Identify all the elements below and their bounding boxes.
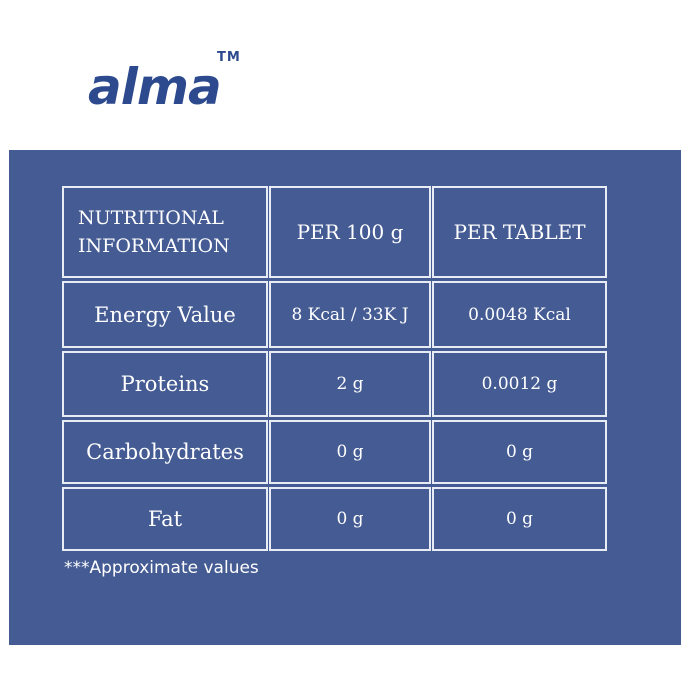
header-per-100g: PER 100 g <box>269 186 431 278</box>
nutrition-panel <box>9 150 681 645</box>
row-energy-pertablet: 0.0048 Kcal <box>432 281 607 348</box>
row-proteins-pertablet: 0.0012 g <box>432 351 607 417</box>
row-fat-per100: 0 g <box>269 487 431 551</box>
row-fat-pertablet: 0 g <box>432 487 607 551</box>
row-energy-per100: 8 Kcal / 33K J <box>269 281 431 348</box>
row-label-fat: Fat <box>62 487 268 551</box>
trademark-symbol: TM <box>217 50 241 65</box>
header-line-2: INFORMATION <box>78 235 230 257</box>
header-per-tablet: PER TABLET <box>432 186 607 278</box>
row-label-proteins: Proteins <box>62 351 268 417</box>
row-label-energy: Energy Value <box>62 281 268 348</box>
brand-logo: alma <box>88 58 221 116</box>
header-line-1: NUTRITIONAL <box>78 207 224 229</box>
row-carbohydrates-pertablet: 0 g <box>432 420 607 484</box>
row-carbohydrates-per100: 0 g <box>269 420 431 484</box>
header-nutritional-information <box>62 186 268 278</box>
footnote: ***Approximate values <box>64 558 259 578</box>
row-label-carbohydrates: Carbohydrates <box>62 420 268 484</box>
row-proteins-per100: 2 g <box>269 351 431 417</box>
